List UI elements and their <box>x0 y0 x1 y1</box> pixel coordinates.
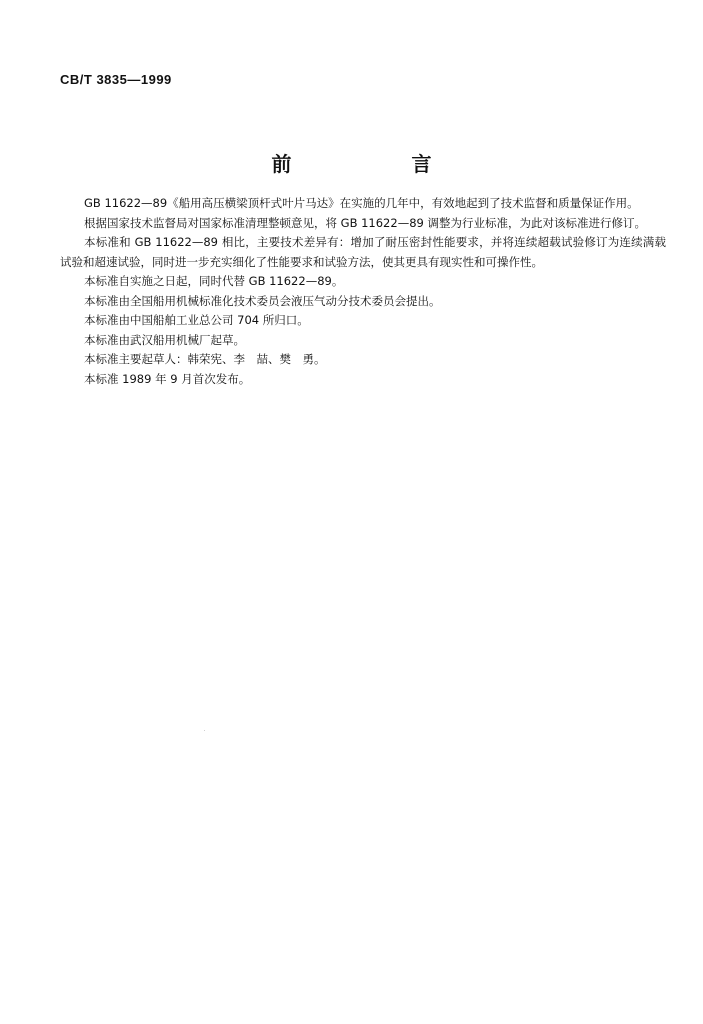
paragraph-first-release: 本标准 1989 年 9 月首次发布。 <box>84 371 251 386</box>
paragraph-implementation: GB 11622—89《船用高压横梁顶杆式叶片马达》在实施的几年中，有效地起到了技术监督和质量保证作用。 <box>84 196 639 210</box>
paragraph-revision-reason: 根据国家技术监督局对国家标准清理整顿意见，将 GB 11622—89 调整为行业标准，为此对该标准进行修订。 <box>84 215 646 230</box>
paragraph-drafters: 本标准主要起草人：韩荣宪、李 喆、樊 勇。 <box>84 352 326 366</box>
preface-body <box>60 194 666 389</box>
page-title: 前 言 <box>271 152 482 176</box>
paragraph-drafting-unit: 本标准由武汉船用机械厂起草。 <box>84 332 245 347</box>
paragraph-technical-differences: 本标准和 GB 11622—89 相比，主要技术差异有：增加了耐压密封性能要求，并将连续超载试验修订为连续满载试验和超速试验，同时进一步充实细化了性能要求和试验方法，使其更具有现实性和可操作性。 <box>60 235 666 269</box>
scan-speck <box>204 730 205 731</box>
standard-code: CB/T 3835—1999 <box>60 72 172 87</box>
paragraph-responsible-unit: 本标准由中国船舶工业总公司 704 所归口。 <box>84 313 309 327</box>
paragraph-proposer: 本标准由全国船用机械标准化技术委员会液压气动分技术委员会提出。 <box>84 293 441 308</box>
paragraph-replacement: 本标准自实施之日起，同时代替 GB 11622—89。 <box>84 274 344 288</box>
